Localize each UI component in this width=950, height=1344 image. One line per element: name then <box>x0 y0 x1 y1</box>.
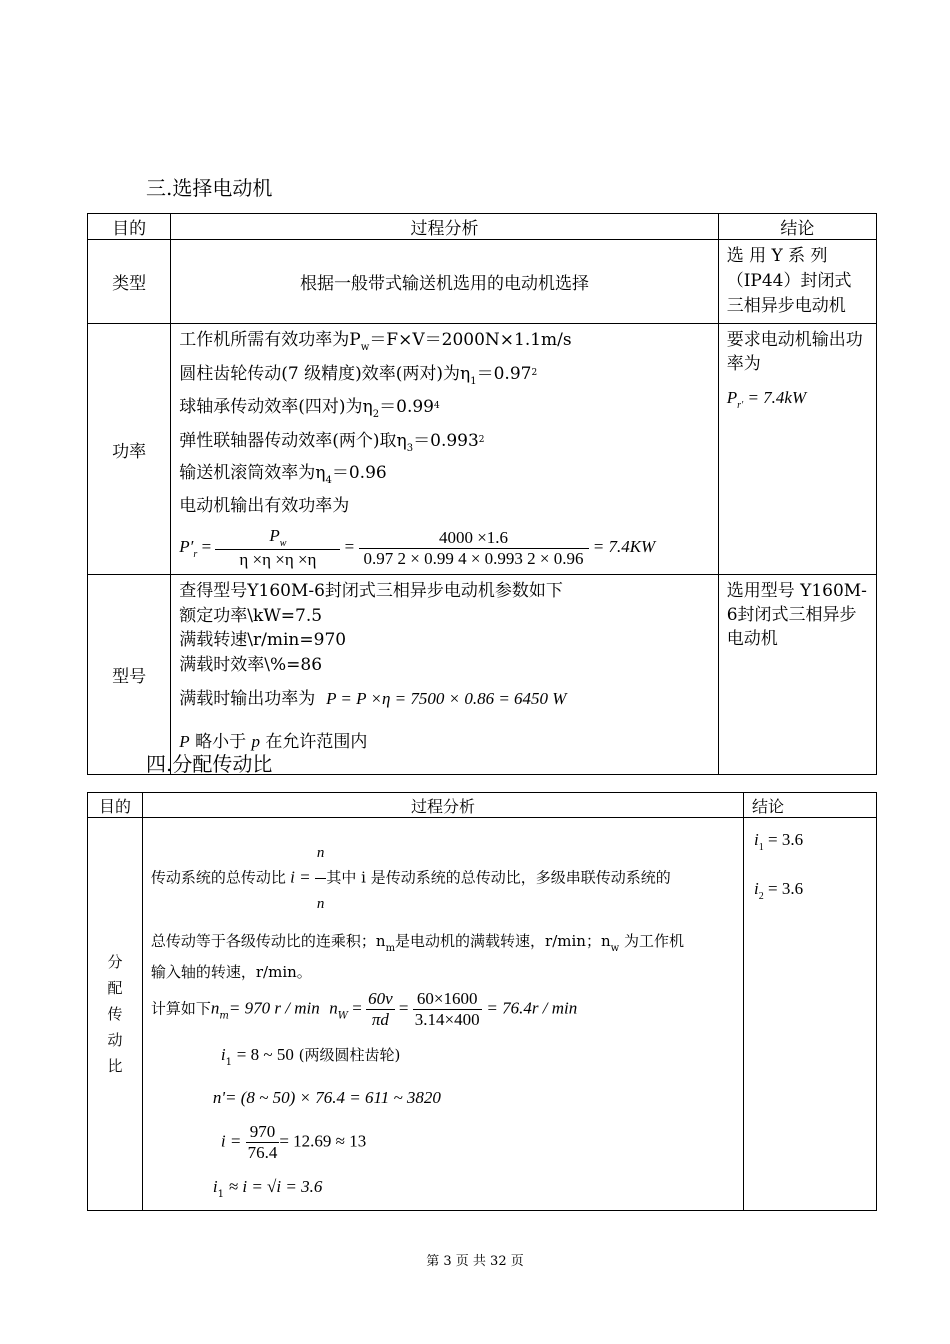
power-line-3: 球轴承传动效率(四对)为$\eta_2=0.99^4$ <box>179 397 440 420</box>
ratio-n-prime: n'= (8 ~ 50) × 76.4 = 611 ~ 3820 <box>212 1088 441 1107</box>
model-note: P 略小于 p 在允许范围内 <box>179 731 368 752</box>
power-formula: $P'_r$ = $\frac{P_w}{\eta \times\eta \times\eta \times\eta}$ = $\frac{4000 \times 1.6}{0.97 2 \times 0.99 4 \times 0.993 2 \times 0.96}$ = 7.4KW <box>179 526 656 569</box>
ratio-calc: 计算如下$n_m= 970$ r / $\min n_W$ = $\frac{60v}{\pi d}$ = $\frac{60\times 1600}{3.14\times 400}$ = 76.4r / min <box>150 989 578 1029</box>
header2-analysis: 过程分析 <box>142 793 743 818</box>
row-power-conclusion: 要求电动机输出功率为 $P_{r'} = 7.4kW$ <box>718 324 876 575</box>
row-type-purpose: 类型 <box>88 240 171 324</box>
motor-selection-table <box>87 213 877 775</box>
ratio-i1: $i_1 = 8$ ~ 50 (两级圆柱齿轮) <box>220 1045 401 1068</box>
power-line-4: 弹性联轴器传动效率(两个)取$\eta_3=0.993^2$ <box>179 430 485 454</box>
ratio-analysis <box>142 818 743 1211</box>
ratio-text-1: 传动系统的总传动比 i = $\frac{n}{n}$ 其中 i 是传动系统的总传动比，多级串联传动系统的 <box>151 828 735 929</box>
model-line-3: 满载转速\r/min=970 <box>179 630 347 650</box>
row-type-analysis: 根据一般带式输送机选用的电动机选择 <box>171 240 718 324</box>
page-footer: 第 3 页 共 32 页 <box>426 1254 524 1269</box>
header2-conclusion: 结论 <box>744 793 877 818</box>
ratio-purpose: 分 配 传 动 比 <box>88 818 143 1211</box>
ratio-i-eq: $i_1 \approx i = √i = 3.6$ <box>212 1177 323 1200</box>
power-line-5: 输送机滚筒效率为$\eta_4=0.96$ <box>179 463 387 486</box>
section3-title: 三.选择电动机 <box>146 176 273 200</box>
power-line-2: 圆柱齿轮传动(7 级精度)效率(两对)为$\eta_1=0.97^2$ <box>179 363 538 387</box>
section4-title: 四.分配传动比 <box>146 752 273 776</box>
header2-purpose: 目的 <box>88 793 143 818</box>
ratio-table <box>87 792 877 1211</box>
power-line-1: 工作机所需有效功率为$P_w=F\times V=2000N\times 1.1m/s$ <box>179 330 572 353</box>
header-conclusion: 结论 <box>718 214 876 240</box>
ratio-i-total: i = $\frac{970}{76.4}$ = 12.69 ≈ 13 <box>220 1122 367 1162</box>
ratio-text-3: 输入轴的转速，r/min。 <box>150 963 312 981</box>
conclusion-i1: $i_1 = 3.6$ <box>754 830 804 853</box>
ratio-text-2: 总传动等于各级传动比的连乘积；$n_m$是电动机的满载转速，r/min；$n_w$ 为工作机 <box>150 932 684 954</box>
power-line-6: 电动机输出有效功率为 <box>179 495 350 516</box>
row-model-purpose: 型号 <box>88 575 171 775</box>
header-purpose: 目的 <box>88 214 171 240</box>
row-model-conclusion: 选用型号 Y160M-6封闭式三相异步电动机 <box>718 575 876 775</box>
ratio-conclusion <box>744 818 877 1211</box>
model-line-2: 额定功率\kW=7.5 <box>179 605 323 626</box>
header-analysis: 过程分析 <box>171 214 718 240</box>
model-output-power: 满载时输出功率为 P = P ×η = 7500 × 0.86 = 6450 W <box>179 689 567 709</box>
row-model-analysis <box>171 575 718 775</box>
row-type-conclusion: 选 用 Y 系 列（IP44）封闭式三相异步电动机 <box>718 240 876 324</box>
row-power-purpose: 功率 <box>88 324 171 575</box>
row-power-analysis <box>171 324 718 575</box>
model-line-4: 满载时效率\%=86 <box>179 654 323 675</box>
conclusion-i2: $i_2 = 3.6$ <box>754 879 804 902</box>
model-line-1: 查得型号Y160M-6封闭式三相异步电动机参数如下 <box>179 581 563 601</box>
